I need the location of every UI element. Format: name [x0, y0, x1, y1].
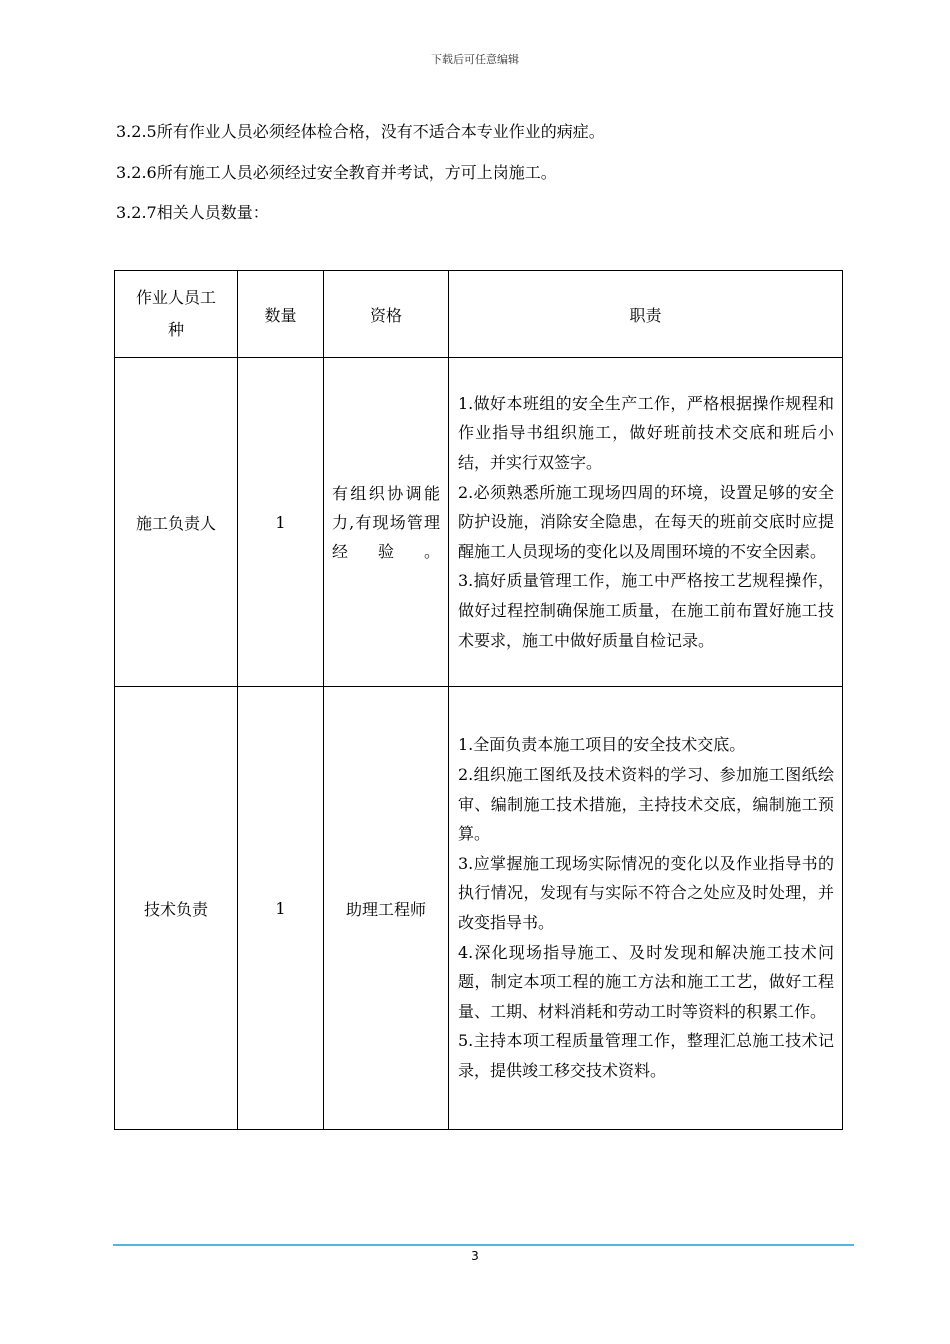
footer-divider: [113, 1244, 854, 1246]
table-header-row: [115, 271, 843, 358]
table-row: [115, 358, 843, 687]
duty-item: 2.必须熟悉所施工现场四周的环境，设置足够的安全防护设施，消除安全隐患，在每天的班前交底时应提醒施工人员现场的变化以及周围环境的不安全因素。: [458, 482, 834, 561]
header-duty: 职责: [449, 271, 843, 358]
duty-item: 3.搞好质量管理工作，施工中严格按工艺规程操作，做好过程控制确保施工质量，在施工前布置好施工技术要求，施工中做好质量自检记录。: [458, 571, 834, 650]
header-qualification: 资格: [324, 271, 449, 358]
duty-item: 2.组织施工图纸及技术资料的学习、参加施工图纸绘审、编制施工技术措施，主持技术交底，编制施工预算。: [458, 765, 834, 844]
paragraph-3-2-6: 3.2.6所有施工人员必须经过安全教育并考试，方可上岗施工。: [116, 163, 557, 182]
page-number: 3: [471, 1249, 479, 1263]
paragraph-3-2-7: 3.2.7相关人员数量：: [116, 203, 269, 222]
cell-count: 1: [238, 687, 324, 1130]
duty-item: 1.全面负责本施工项目的安全技术交底。: [458, 735, 746, 755]
duty-item: 5.主持本项工程质量管理工作，整理汇总施工技术记录，提供竣工移交技术资料。: [458, 1031, 834, 1080]
header-count: 数量: [238, 271, 324, 358]
cell-qualification: 有组织协调能力,有现场管理经验。: [324, 358, 449, 687]
cell-qualification: 助理工程师: [324, 687, 449, 1130]
header-worker-type-line2: 种: [167, 320, 184, 339]
duty-item: 3.应掌握施工现场实际情况的变化以及作业指导书的执行情况，发现有与实际不符合之处应及时处理，并改变指导书。: [458, 853, 834, 932]
cell-worker-type: 技术负责: [115, 687, 238, 1130]
duty-item: 1.做好本班组的安全生产工作，严格根据操作规程和作业指导书组织施工，做好班前技术交底和班后小结，并实行双签字。: [458, 393, 834, 473]
personnel-table: [114, 270, 843, 1130]
paragraph-3-2-5: 3.2.5所有作业人员必须经体检合格，没有不适合本专业作业的病症。: [116, 122, 605, 141]
page-header: 下载后可任意编辑: [431, 53, 519, 66]
cell-worker-type: 施工负责人: [115, 358, 238, 687]
header-worker-type: [115, 271, 238, 358]
cell-count: 1: [238, 358, 324, 687]
cell-duties: [449, 687, 843, 1130]
cell-duties: [449, 358, 843, 687]
header-worker-type-line1: 作业人员工: [135, 288, 216, 307]
table-row: [115, 687, 843, 1130]
duty-item: 4.深化现场指导施工、及时发现和解决施工技术问题，制定本项工程的施工方法和施工工艺，做好工程量、工期、材料消耗和劳动工时等资料的积累工作。: [458, 942, 834, 1021]
